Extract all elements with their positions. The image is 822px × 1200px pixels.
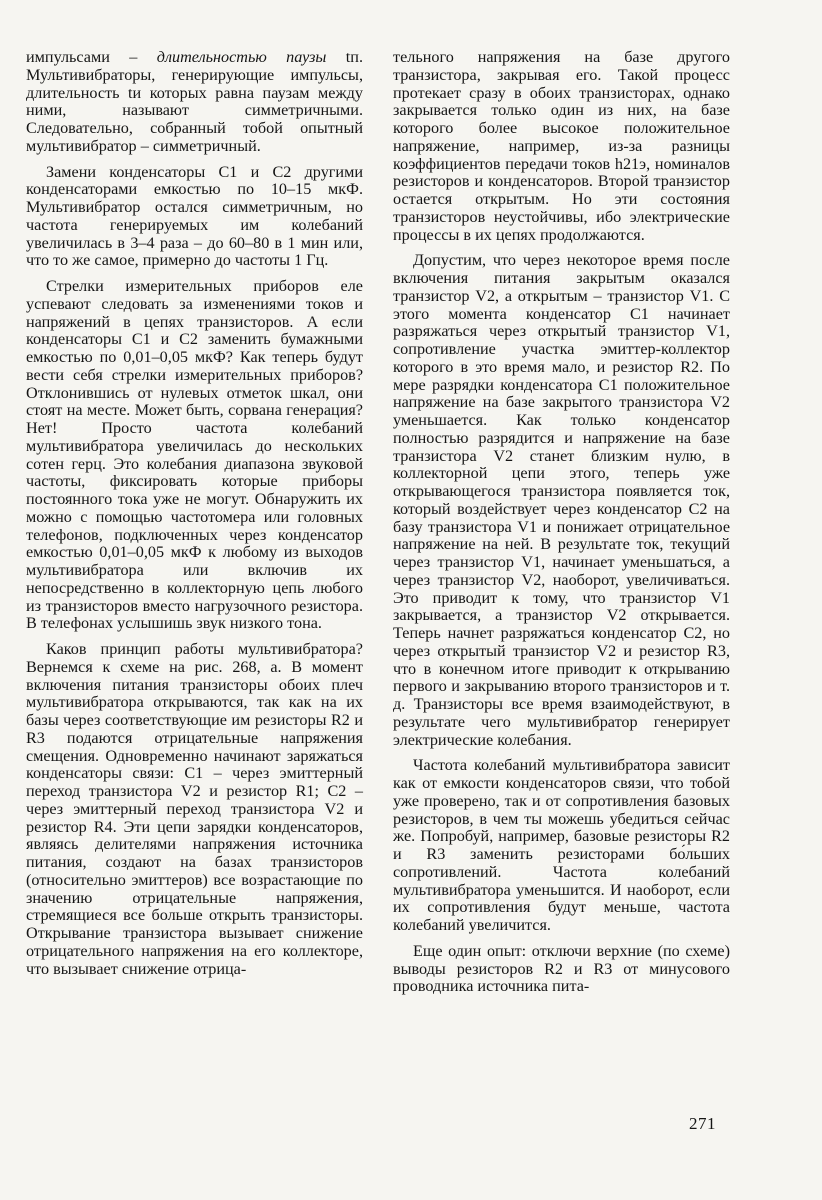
- right-paragraph-2: Допустим, что через некоторое время после включения питания закрытым оказался транзистор V2, а открытым – транзистор V1. С этого момента конденсатор C1 начинает разряжаться через открытый транзистор V1, сопротивление участка эмиттер-коллектор которого в это время мало, и резистор R2. По мере разрядки конденсатора C1 положительное напряжение на базе закрытого транзистора V2 уменьшается. Как только конденсатор полностью разрядится и напряжение на базе транзистора V2 станет близким нулю, в коллекторной цепи этого, теперь уже открывающегося транзистора появляется ток, который воздействует через конденсатор C2 на базу транзистора V1 и понижает отрицательное напряжение на ней. В результате ток, текущий через транзистор V1, начинает уменьшаться, а через транзистор V2, наоборот, увеличиваться. Это приводит к тому, что транзистор V1 закрывается, а транзистор V2 открывается. Теперь начнет разряжаться конденсатор C2, но через открытый транзистор V2 и резистор R3, что в конечном итоге приводит к открыванию первого и закрыванию второго транзисторов и т. д. Транзисторы все время взаимодействуют, в результате чего мультивибратор генерирует электрические колебания.: [393, 251, 730, 749]
- left-paragraph-2: Замени конденсаторы C1 и C2 другими конденсаторами емкостью по 10–15 мкФ. Мультивибратор остался симметричным, но частота генерируемых им колебаний увеличилась в 3–4 раза – до 60–80 в 1 мин или, что то же самое, примерно до частоты 1 Гц.: [26, 162, 363, 270]
- right-paragraph-3: Частота колебаний мультивибратора зависит как от емкости конденсаторов связи, что тобой уже проверено, так и от сопротивления базовых резисторов, в чем ты можешь убедиться сейчас же. Попробуй, например, базовые резисторы R2 и R3 заменить резисторами бо́льших сопротивлений. Частота колебаний мультивибратора уменьшится. И наоборот, если их сопротивления будут меньше, частота колебаний увеличится.: [393, 756, 730, 934]
- left-column: [26, 49, 363, 986]
- left-paragraph-1: [26, 49, 363, 156]
- italic-term: длительностью паузы: [156, 48, 327, 66]
- left-paragraph-4: Каков принцип работы мультивибратора? Вернемся к схеме на рис. 268, а. В момент включения питания транзисторы обоих плеч мультивибратора открываются, так как на их базы через соответствующие им резисторы R2 и R3 подаются отрицательные напряжения смещения. Одновременно начинают заряжаться конденсаторы связи: C1 – через эмиттерный переход транзистора V2 и резистор R1; C2 – через эмиттерный переход транзистора V2 и резистор R4. Эти цепи зарядки конденсаторов, являясь делителями напряжения источника питания, создают на базах транзисторов (относительно эмиттеров) все возрастающие по значению отрицательные напряжения, стремящиеся все больше открыть транзисторы. Открывание транзистора вызывает снижение отрицательного напряжения на его коллекторе, что вызывает снижение отрица-: [26, 640, 363, 978]
- left-paragraph-1-end: tп. Мультивибраторы, генерирующие импульсы, длительность tи которых равна паузам между ними, называют симметричными. Следовательно, собранный тобой опытный мультивибратор – симметричный.: [26, 48, 364, 155]
- page-number: 271: [689, 1114, 716, 1133]
- right-paragraph-1: тельного напряжения на базе другого транзистора, закрывая его. Такой процесс протекает сразу в обоих транзисторах, однако закрывается только один из них, на базе которого более высокое положительное напряжение, например, из-за разницы коэффициентов передачи токов h21э, номиналов резисторов и конденсаторов. Второй транзистор остается открытым. Но эти состояния транзисторов неустойчивы, ибо электрические процессы в их цепях продолжаются.: [393, 48, 730, 244]
- left-paragraph-3: Стрелки измерительных приборов еле успевают следовать за изменениями токов и напряжений в цепях транзисторов. А если конденсаторы C1 и C2 заменить бумажными емкостью по 0,01–0,05 мкФ? Как теперь будут вести себя стрелки измерительных приборов? Отклонившись от нулевых отметок шкал, они стоят на месте. Может быть, сорвана генерация? Нет! Просто частота колебаний мультивибратора увеличилась до нескольких сотен герц. Это колебания диапазона звуковой частоты, фиксировать которые приборы постоянного тока уже не могут. Обнаружить их можно с помощью частотомера или головных телефонов, подключенных через конденсатор емкостью 0,01–0,05 мкФ к любому из выходов мультивибратора или включив их непосредственно в коллекторную цепь любого из транзисторов вместо нагрузочного резистора. В телефонах услышишь звук низкого тона.: [26, 277, 363, 633]
- left-paragraph-1-start: импульсами –: [26, 48, 157, 66]
- right-paragraph-4: Еще один опыт: отключи верхние (по схеме) выводы резисторов R2 и R3 от минусового проводника источника пита-: [393, 941, 730, 996]
- right-column: [393, 49, 730, 1004]
